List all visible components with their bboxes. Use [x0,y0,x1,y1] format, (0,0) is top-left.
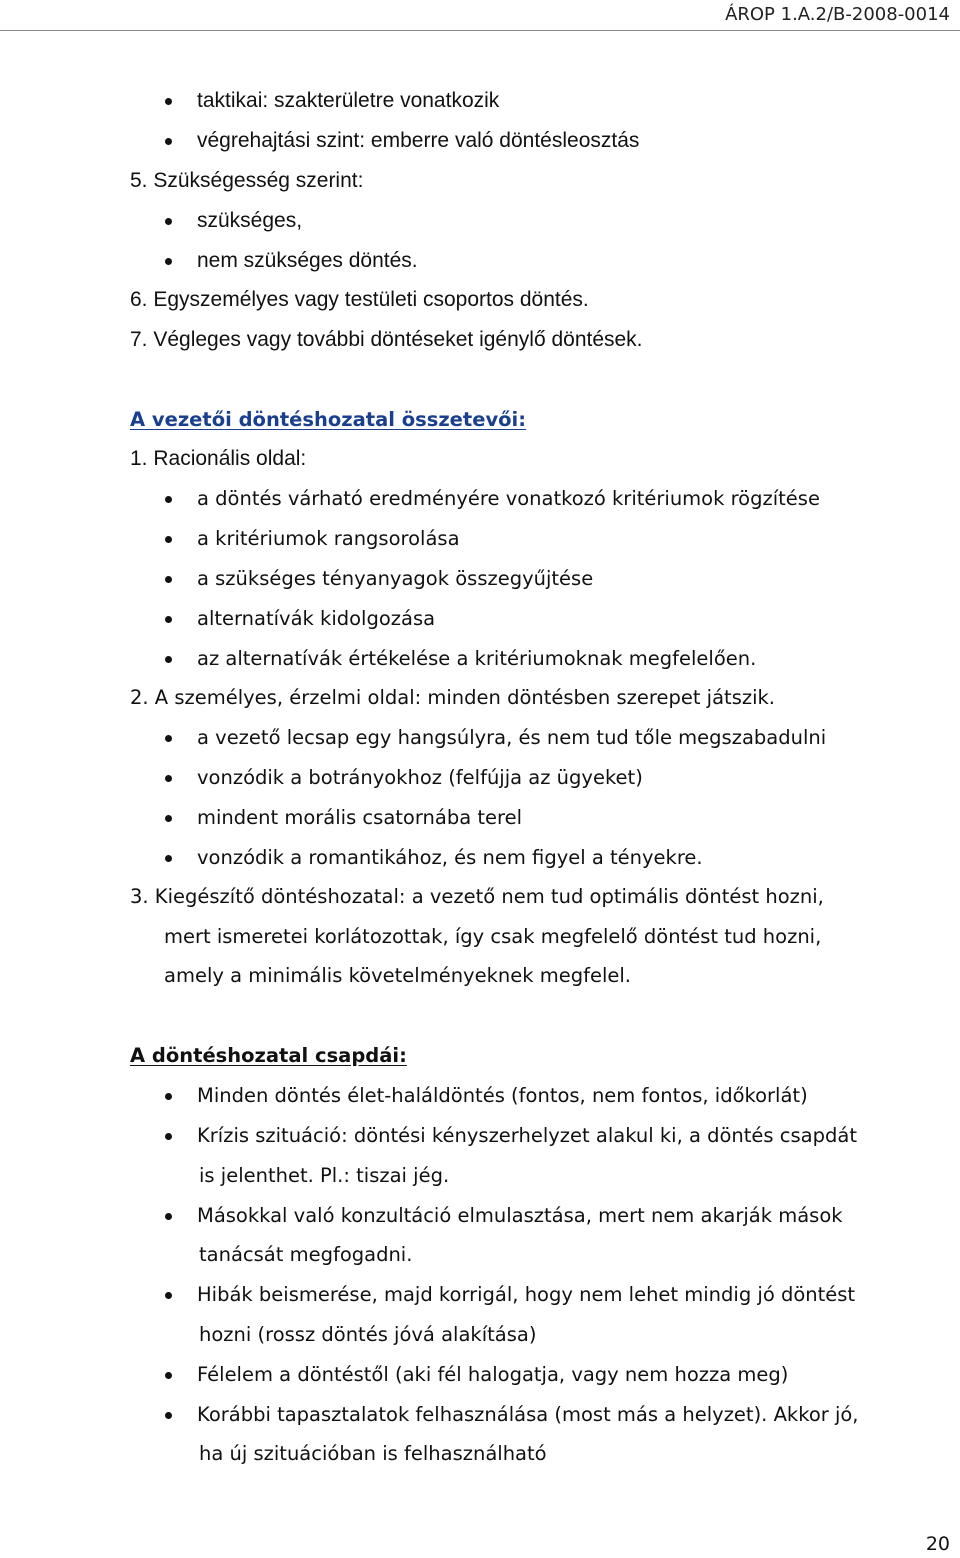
bullet-dot [165,218,172,225]
document-header-code: ÁROP 1.A.2/B-2008-0014 [725,4,950,25]
list-item-continuation: hozni (rossz döntés jóvá alakítása) [199,1323,537,1346]
list-item: Hibák beismerése, majd korrigál, hogy nem lehet mindig jó döntést [197,1283,856,1306]
paragraph-line: mert ismeretei korlátozottak, így csak megfelelő döntést tud hozni, [164,925,822,948]
list-item: vonzódik a botrányokhoz (felfújja az ügyeket) [197,766,643,789]
list-item: vonzódik a romantikához, és nem figyel a tényekre. [197,846,703,869]
bullet-dot [165,1213,172,1220]
list-item: az alternatívák értékelése a kritériumoknak megfelelően. [197,647,757,670]
page-number: 20 [925,1533,950,1555]
bullet-dot [165,815,172,822]
bullet-dot [165,138,172,145]
bullet-dot [165,616,172,623]
list-item-continuation: is jelenthet. Pl.: tiszai jég. [199,1164,450,1187]
bullet-dot [165,1093,172,1100]
list-item: végrehajtási szint: emberre való döntésleosztás [197,129,640,152]
paragraph-line: amely a minimális követelményeknek megfelel. [164,964,631,987]
bullet-dot [165,98,172,105]
numbered-item-7: 7. Végleges vagy további döntéseket igénylő döntések. [130,328,643,351]
list-item: a szükséges tényanyagok összegyűjtése [197,567,594,590]
bullet-dot [165,536,172,543]
list-item-continuation: tanácsát megfogadni. [199,1243,413,1266]
numbered-item-supplementary: 3. Kiegészítő döntéshozatal: a vezető nem tud optimális döntést hozni, [130,885,824,908]
list-item: taktikai: szakterületre vonatkozik [197,89,500,112]
section-heading-traps: A döntéshozatal csapdái: [130,1044,407,1067]
list-item: nem szükséges döntés. [197,249,418,272]
bullet-dot [165,258,172,265]
list-item: mindent morális csatornába terel [197,806,522,829]
list-item: szükséges, [197,209,303,232]
list-item: Minden döntés élet-haláldöntés (fontos, nem fontos, időkorlát) [197,1084,808,1107]
numbered-item-personal: 2. A személyes, érzelmi oldal: minden döntésben szerepet játszik. [130,686,775,709]
bullet-dot [165,496,172,503]
list-item: Másokkal való konzultáció elmulasztása, mert nem akarják mások [197,1204,843,1227]
bullet-dot [165,1412,172,1419]
list-item: alternatívák kidolgozása [197,607,436,630]
list-item: Félelem a döntéstől (aki fél halogatja, vagy nem hozza meg) [197,1363,789,1386]
bullet-dot [165,1133,172,1140]
section-heading-components: A vezetői döntéshozatal összetevői: [130,408,527,431]
bullet-dot [165,656,172,663]
list-item: a döntés várható eredményére vonatkozó kritériumok rögzítése [197,487,820,510]
bullet-dot [165,1372,172,1379]
bullet-dot [165,576,172,583]
numbered-item-rational: 1. Racionális oldal: [130,447,307,470]
numbered-item-5: 5. Szükségesség szerint: [130,169,364,192]
list-item: Krízis szituáció: döntési kényszerhelyzet alakul ki, a döntés csapdát [197,1124,857,1147]
list-item-continuation: ha új szituációban is felhasználható [199,1442,547,1465]
list-item: Korábbi tapasztalatok felhasználása (most más a helyzet). Akkor jó, [197,1403,859,1426]
header-divider [0,30,960,31]
numbered-item-6: 6. Egyszemélyes vagy testületi csoportos döntés. [130,288,589,311]
bullet-dot [165,775,172,782]
list-item: a kritériumok rangsorolása [197,527,460,550]
bullet-dot [165,1292,172,1299]
bullet-dot [165,855,172,862]
list-item: a vezető lecsap egy hangsúlyra, és nem tud tőle megszabadulni [197,726,827,749]
bullet-dot [165,735,172,742]
